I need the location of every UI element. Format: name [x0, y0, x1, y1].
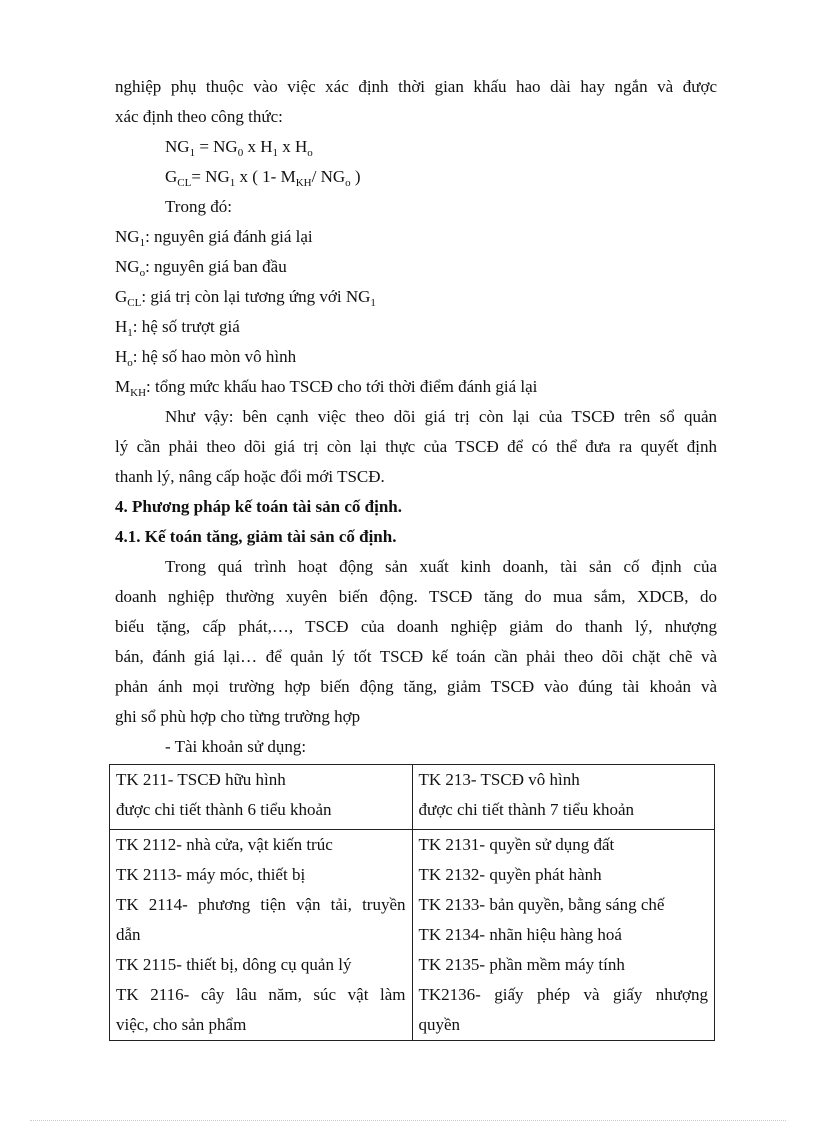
definition-gcl: $G_{CL}$: giá trị còn lại tương ứng với $NG_1$ — [115, 287, 376, 309]
formula-ng1: $NG_1 = NG_0$ x $H_1$ x $H_o$ — [165, 137, 313, 159]
formula-gcl: $G_{CL}= NG_1$ x ( 1- $M_{KH}/$ $NG_o$ ) — [165, 167, 361, 189]
table-body-row — [110, 830, 715, 1041]
table-cell-line: dẫn — [116, 925, 141, 944]
accounts-table — [109, 764, 715, 1041]
table-cell-line: TK 2114- phương tiện vận tải, truyền — [116, 895, 406, 914]
paragraph-line: nghiệp phụ thuộc vào việc xác định thời gian khấu hao dài hay ngắn và được — [115, 77, 717, 96]
paragraph-line: thanh lý, nâng cấp hoặc đổi mới TSCĐ. — [115, 467, 385, 486]
table-cell-line: được chi tiết thành 7 tiểu khoản — [418, 800, 635, 819]
table-cell-line: được chi tiết thành 6 tiểu khoản — [116, 800, 332, 819]
paragraph-line: xác định theo công thức: — [115, 107, 283, 126]
table-cell-line: TK 2115- thiết bị, dông cụ quản lý — [116, 955, 352, 974]
paragraph-line: lý cần phải theo dõi giá trị còn lại thực của TSCĐ để có thể đưa ra quyết định — [115, 437, 717, 456]
table-header-row — [110, 765, 715, 830]
paragraph-line: biếu tặng, cấp phát,…, TSCĐ của doanh nghiệp giảm do thanh lý, nhượng — [115, 617, 717, 636]
section-heading-4-1: 4.1. Kế toán tăng, giảm tài sản cố định. — [115, 527, 397, 546]
page-bottom-divider — [30, 1120, 786, 1121]
paragraph-line: bán, đánh giá lại… để quản lý tốt TSCĐ kế toán cần phải theo dõi chặt chẽ và — [115, 647, 717, 666]
table-cell-line: TK 2113- máy móc, thiết bị — [116, 865, 306, 884]
definition-h1: $H_1$: hệ số trượt giá — [115, 317, 240, 339]
paragraph-line: Trong quá trình hoạt động sản xuất kinh doanh, tài sản cố định của — [165, 557, 717, 576]
table-cell-line: TK 2134- nhãn hiệu hàng hoá — [418, 925, 622, 944]
table-cell-line: TK 2135- phần mềm máy tính — [418, 955, 625, 974]
table-cell-line: việc, cho sản phẩm — [116, 1015, 247, 1034]
definition-ng1: $NG_1$: nguyên giá đánh giá lại — [115, 227, 313, 249]
table-cell-line: TK 2131- quyền sử dụng đất — [418, 835, 615, 854]
table-cell-line: TK 2116- cây lâu năm, súc vật làm — [116, 985, 406, 1004]
paragraph-line: Như vậy: bên cạnh việc theo dõi giá trị còn lại của TSCĐ trên sổ quản — [165, 407, 717, 426]
table-cell-line: TK 2133- bản quyền, bằng sáng chế — [418, 895, 665, 914]
tk211-subaccounts-cell — [110, 830, 413, 1041]
definition-mkh: $M_{KH}$: tổng mức khấu hao TSCĐ cho tới thời điểm đánh giá lại — [115, 377, 538, 399]
tk213-header-cell — [412, 765, 715, 830]
tk213-subaccounts-cell — [412, 830, 715, 1041]
accounts-label: - Tài khoản sử dụng: — [165, 737, 307, 756]
table-cell-line: TK 211- TSCĐ hữu hình — [116, 770, 286, 789]
table-cell-line: quyền — [418, 1015, 461, 1034]
paragraph-line: doanh nghiệp thường xuyên biến động. TSCĐ tăng do mua sắm, XDCB, do — [115, 587, 717, 606]
paragraph-line: phản ánh mọi trường hợp biến động tăng, giảm TSCĐ vào đúng tài khoản và — [115, 677, 717, 696]
section-heading-4: 4. Phương pháp kế toán tài sản cố định. — [115, 497, 402, 516]
trong-do-label: Trong đó: — [165, 197, 232, 216]
table-cell-line: TK 213- TSCĐ vô hình — [418, 770, 580, 789]
table-cell-line: TK 2112- nhà cửa, vật kiến trúc — [116, 835, 333, 854]
definition-ho: $H_o$: hệ số hao mòn vô hình — [115, 347, 297, 369]
table-cell-line: TK 2132- quyền phát hành — [418, 865, 602, 884]
document-page — [115, 72, 717, 1041]
paragraph-line: ghi sổ phù hợp cho từng trường hợp — [115, 707, 361, 726]
definition-ngo: $NG_o$: nguyên giá ban đầu — [115, 257, 287, 279]
tk211-header-cell — [110, 765, 413, 830]
table-cell-line: TK2136- giấy phép và giấy nhượng — [418, 985, 708, 1004]
